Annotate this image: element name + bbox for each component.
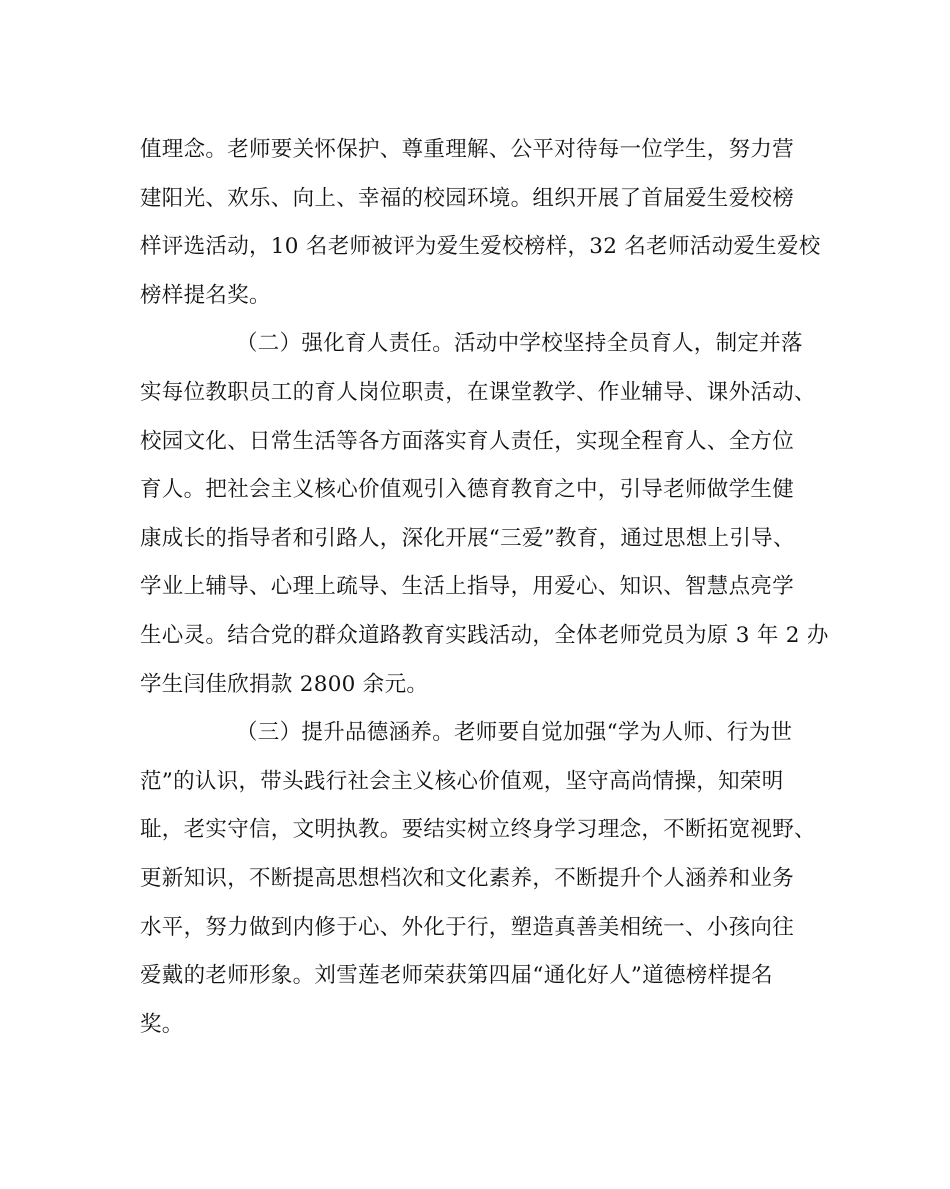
text-line: 样评选活动，10 名老师被评为爱生爱校榜样，32 名老师活动爱生爱校 (140, 234, 821, 260)
text-line: 更新知识，不断提高思想档次和文化素养，不断提升个人涵养和业务 (140, 865, 795, 891)
text-line: 学生闫佳欣捐款 2800 余元。 (140, 671, 429, 697)
text-line: 奖。 (140, 1011, 184, 1037)
text-line: 值理念。老师要关怀保护、尊重理解、公平对待每一位学生，努力营 (140, 137, 795, 162)
paragraph-1 (140, 126, 821, 320)
text-line: 水平，努力做到内修于心、外化于行，塑造真善美相统一、小孩向往 (140, 914, 795, 940)
text-line: 生心灵。结合党的群众道路教育实践活动，全体老师党员为原 3 年 2 办 (140, 622, 829, 648)
text-line: 校园文化、日常生活等各方面落实育人责任，实现全程育人、全方位 (140, 428, 795, 454)
text-line: 耻，老实守信，文明执教。要结实树立终身学习理念，不断拓宽视野、 (140, 817, 816, 843)
text-line: （三）提升品德涵养。老师要自觉加强“学为人师、行为世 (236, 720, 793, 746)
text-line: 建阳光、欢乐、向上、幸福的校园环境。组织开展了首届爱生爱校榜 (140, 185, 795, 211)
text-line: （二）强化育人责任。活动中学校坚持全员育人，制定并落 (236, 331, 803, 357)
text-line: 爱戴的老师形象。刘雪莲老师荣获第四届“通化好人”道德榜样提名 (140, 963, 773, 989)
paragraph-2 (140, 320, 829, 709)
text-line: 康成长的指导者和引路人，深化开展“三爱”教育，通过思想上引导、 (140, 525, 795, 551)
text-line: 范”的认识，带头践行社会主义核心价值观，坚守高尚情操，知荣明 (140, 768, 784, 794)
paragraph-3 (140, 709, 816, 1049)
text-line: 榜样提名奖。 (140, 282, 271, 308)
text-line: 学业上辅导、心理上疏导、生活上指导，用爱心、知识、智慧点亮学 (140, 574, 795, 600)
text-line: 育人。把社会主义核心价值观引入德育教育之中，引导老师做学生健 (140, 477, 795, 503)
text-line: 实每位教职员工的育人岗位职责，在课堂教学、作业辅导、课外活动、 (140, 379, 816, 405)
document-body (140, 126, 829, 1049)
